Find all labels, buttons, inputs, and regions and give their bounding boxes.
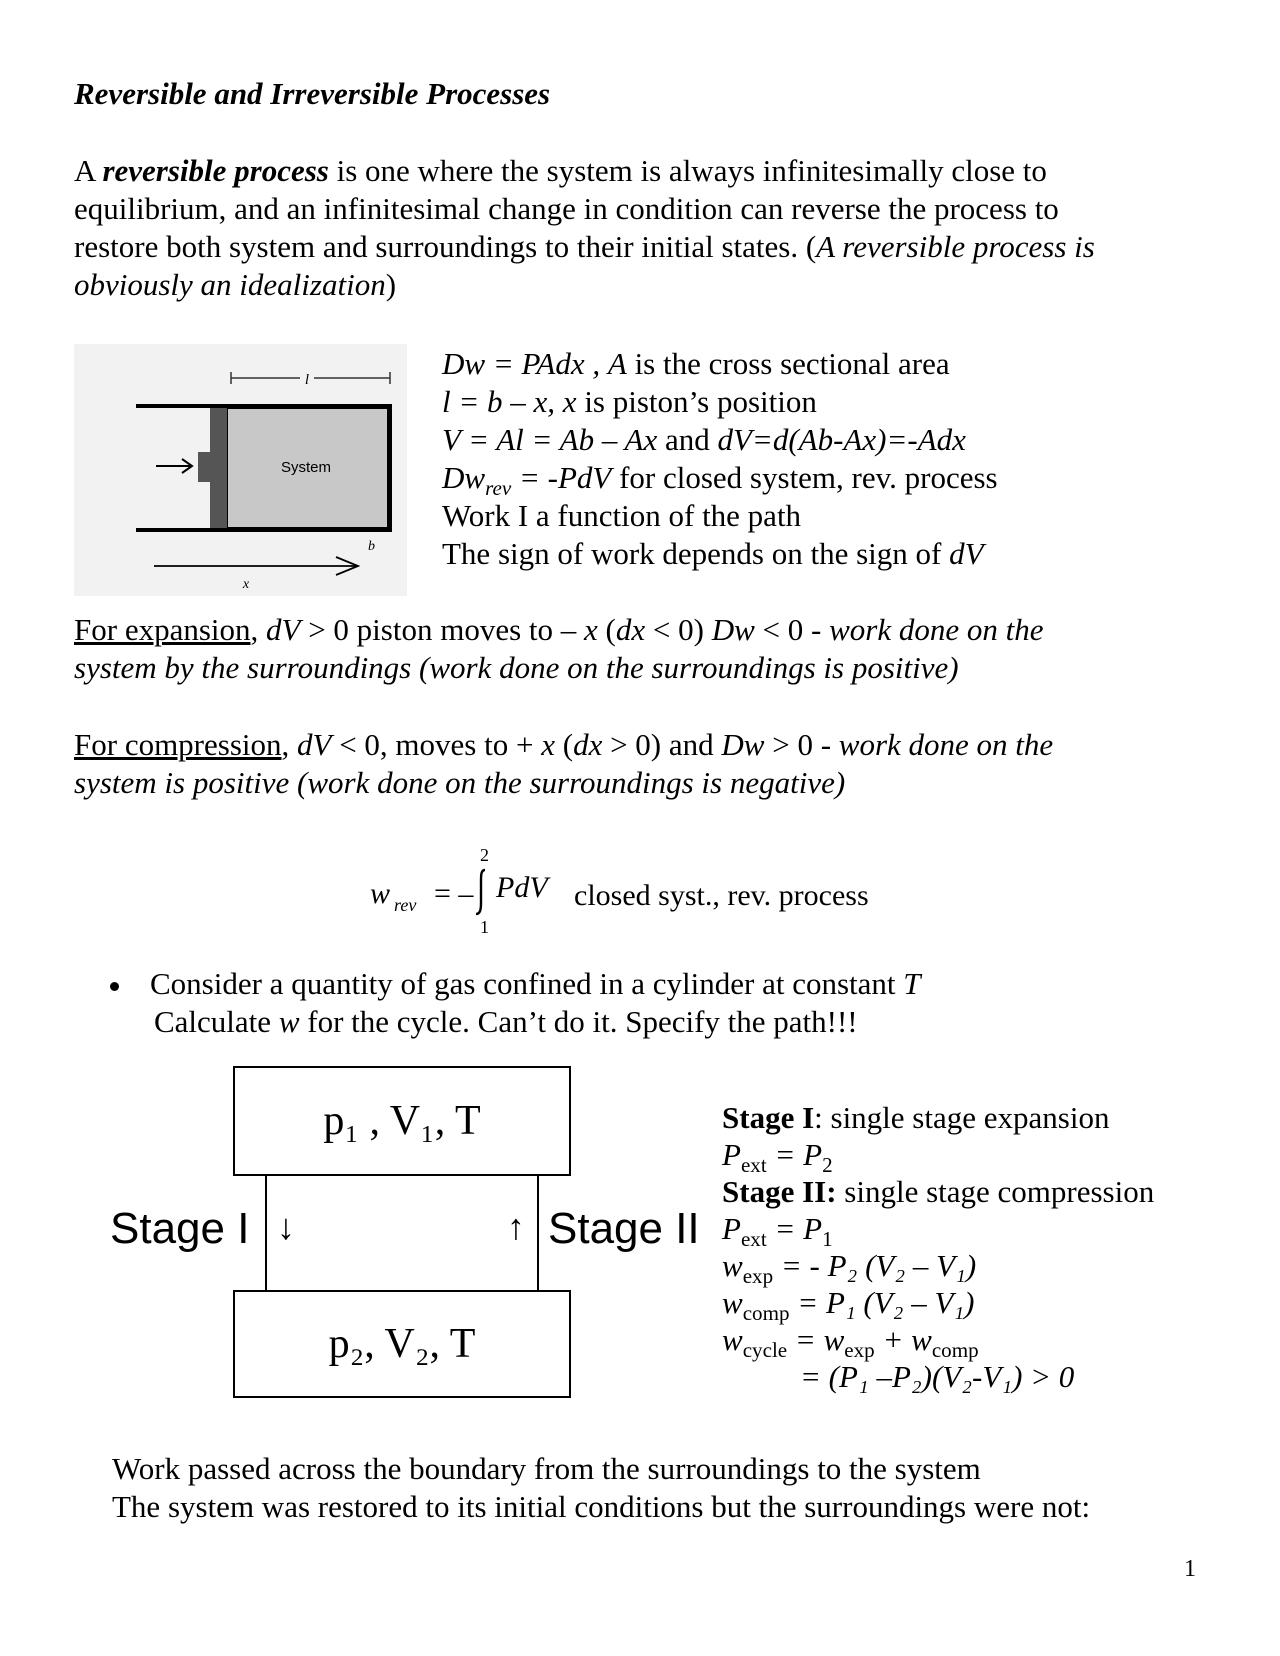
compression-dv: dV [297,727,332,762]
work-notes [442,345,998,573]
expansion-cond3: < 0 - [754,612,830,647]
bullet-line-1 [150,965,921,1003]
stage-1-eq-sub: 2 [822,1153,833,1178]
intro-line-3 [74,228,1095,266]
conclusion [112,1450,1090,1526]
integral-w-sub: rev [394,895,417,915]
work-note-2 [442,383,998,421]
expansion-dv: dV [266,612,301,647]
compression-cond2: > 0) and [602,727,722,762]
work-note-1-text: is the cross sectional area [626,346,950,381]
state-1-label: p₁ , V₁, T [323,1098,481,1144]
stage-2-eq-sub: 1 [822,1227,833,1252]
stage-2-desc [722,1173,1154,1210]
w-cycle-result: = (P₁ –P₂)(V₂-V₁) > 0 [800,1359,1075,1394]
expansion-cond: > 0 piston moves to – [300,612,585,647]
work-integral-formula [370,845,930,935]
w-cycle-w: w [722,1322,743,1357]
compression-dw: Dw [721,727,765,762]
integral-sign-icon [471,867,491,917]
integral-note: closed syst., rev. process [574,879,869,912]
stage-1-label: Stage I [110,1204,250,1253]
x-label: x [242,577,250,592]
work-note-4 [442,459,998,501]
stage-1-title: Stage I [722,1100,815,1135]
intro-line-4 [74,266,1095,304]
work-note-3-eq: V = Al = Ab – Ax [442,422,658,457]
stage-1-eq: = P [766,1137,823,1172]
intro-line3-italic: A reversible process is [816,229,1095,264]
work-note-1-a: A [607,346,627,381]
expansion-line-2: system by the surroundings (work done on the surroundings is positive) [74,650,959,685]
stage-2-p-sub: ext [740,1227,767,1252]
compression-x: x [541,727,555,762]
w-cycle-plus: + w [874,1322,932,1357]
w-exp-sub: exp [742,1264,774,1289]
compression-dx: dx [573,727,603,762]
stage-1-p: P [722,1137,741,1172]
expansion-paragraph [74,611,1043,687]
expansion-line-1 [74,611,1043,649]
work-note-2-eq: l = b – x, x [442,384,577,419]
expansion-x: x [584,612,598,647]
w-cycle-sub2: exp [844,1338,875,1363]
stage-2-arrow-icon: ↑ [507,1206,525,1247]
integral-equals: = – [434,877,474,910]
work-note-4-eq: = -PdV [511,460,612,495]
integral-w: w [370,877,391,910]
work-note-1-eq: Dw = PAdx , [442,346,601,381]
stage-1-p-sub: ext [740,1153,767,1178]
transition-region [265,1174,539,1292]
compression-line-2: system is positive (work done on the surroundings is negative) [74,765,846,800]
stage-1-arrow-icon: ↓ [277,1206,295,1247]
work-note-3-and: and [657,422,718,457]
intro-paragraph [74,152,1095,304]
intro-line-1 [74,152,1095,190]
expansion-dx: dx [615,612,646,647]
expansion-dw: Dw [711,612,755,647]
state-2-box [233,1290,571,1398]
piston-figure [74,344,407,596]
piston-rod [198,452,212,482]
expansion-label: For expansion [74,612,251,647]
compression-paragraph [74,726,1053,802]
integral-integrand: PdV [496,871,548,904]
w-comp-rhs: = P₁ (V₂ – V₁) [789,1285,975,1320]
w-comp-w: w [722,1285,743,1320]
system-label: System [280,459,332,476]
bullet-line-2 [154,1003,858,1041]
compression-cond3: > 0 - [764,727,839,762]
expansion-open: ( [597,612,616,647]
integral-upper-limit: 2 [480,845,489,865]
compression-cond: < 0, moves to + [331,727,542,762]
w-comp-eq [722,1284,1154,1326]
intro-lead: A [74,153,103,188]
compression-comma: , [281,727,298,762]
work-note-6-dv: dV [949,536,984,571]
bullet-line1-t: T [903,966,921,1001]
intro-line-2: equilibrium, and an infinitesimal change in condition can reverse the process to [74,191,1059,226]
work-note-3 [442,421,998,459]
work-note-3-diff: dV=d(Ab-Ax)=-Adx [717,422,966,457]
page-title: Reversible and Irreversible Processes [74,76,551,111]
piston [210,408,227,528]
work-note-6 [442,535,998,573]
stage-1-desc [722,1099,1154,1136]
w-cycle-eq [722,1321,1154,1363]
expansion-cond2: < 0) [645,612,712,647]
intro-line4-italic: obviously an idealization [74,267,386,302]
bullet-line2-pre: Calculate [154,1004,279,1039]
compression-label: For compression [74,727,282,762]
conclusion-line-2: The system was restored to its initial conditions but the surroundings were not: [112,1489,1091,1524]
stage-2-label: Stage II [548,1204,700,1253]
compression-open: ( [554,727,574,762]
work-note-5: Work I a function of the path [442,498,802,533]
conclusion-line-1: Work passed across the boundary from the surroundings to the system [112,1451,981,1486]
stage-1-pext [722,1136,1154,1178]
expansion-comma: , [250,612,267,647]
intro-line3-text: restore both system and surroundings to their initial states. ( [74,229,817,264]
work-note-4-dw: Dw [442,460,486,495]
bullet-line2-post: for the cycle. Can’t do it. Specify the path!!! [299,1004,858,1039]
work-note-1 [442,345,998,383]
w-comp-sub: comp [742,1301,790,1326]
bullet-dot [110,982,119,991]
w-exp-rhs: = - P₂ (V₂ – V₁) [773,1248,977,1283]
stage-1-text: : single stage expansion [814,1100,1110,1135]
bullet-line2-w: w [278,1004,300,1039]
integral-lower-limit: 1 [480,917,489,937]
b-label: b [368,539,375,554]
bullet-line1-text: Consider a quantity of gas confined in a cylinder at constant [150,966,904,1001]
work-note-4-text: for closed system, rev. process [611,460,998,495]
w-cycle-eq-sign: = w [787,1322,845,1357]
stage-2-eq: = P [766,1211,823,1246]
l-label: l [304,372,310,388]
compression-line1-italic: work done on the [838,727,1054,762]
state-1-box [233,1066,571,1176]
state-2-label: p₂, V₂, T [328,1321,476,1367]
work-note-4-rev: rev [485,476,512,501]
stage-equations [722,1099,1154,1395]
intro-line4-close: ) [385,267,397,302]
w-exp-eq [722,1247,1154,1289]
intro-line1-text: is one where the system is always infinitesimally close to [328,153,1047,188]
work-note-2-text: is piston’s position [576,384,817,419]
stage-2-p: P [722,1211,741,1246]
expansion-line1-italic: work done on the [829,612,1044,647]
w-cycle-sub: cycle [742,1338,788,1363]
page-number: 1 [1184,1556,1196,1582]
stage-2-text: single stage compression [836,1174,1155,1209]
w-cycle-sub3: comp [931,1338,979,1363]
stage-2-title: Stage II: [722,1174,837,1209]
stage-2-pext [722,1210,1154,1252]
compression-line-1 [74,726,1053,764]
work-note-6-text: The sign of work depends on the sign of [442,536,950,571]
reversible-process-term: reversible process [102,153,329,188]
w-exp-w: w [722,1248,743,1283]
